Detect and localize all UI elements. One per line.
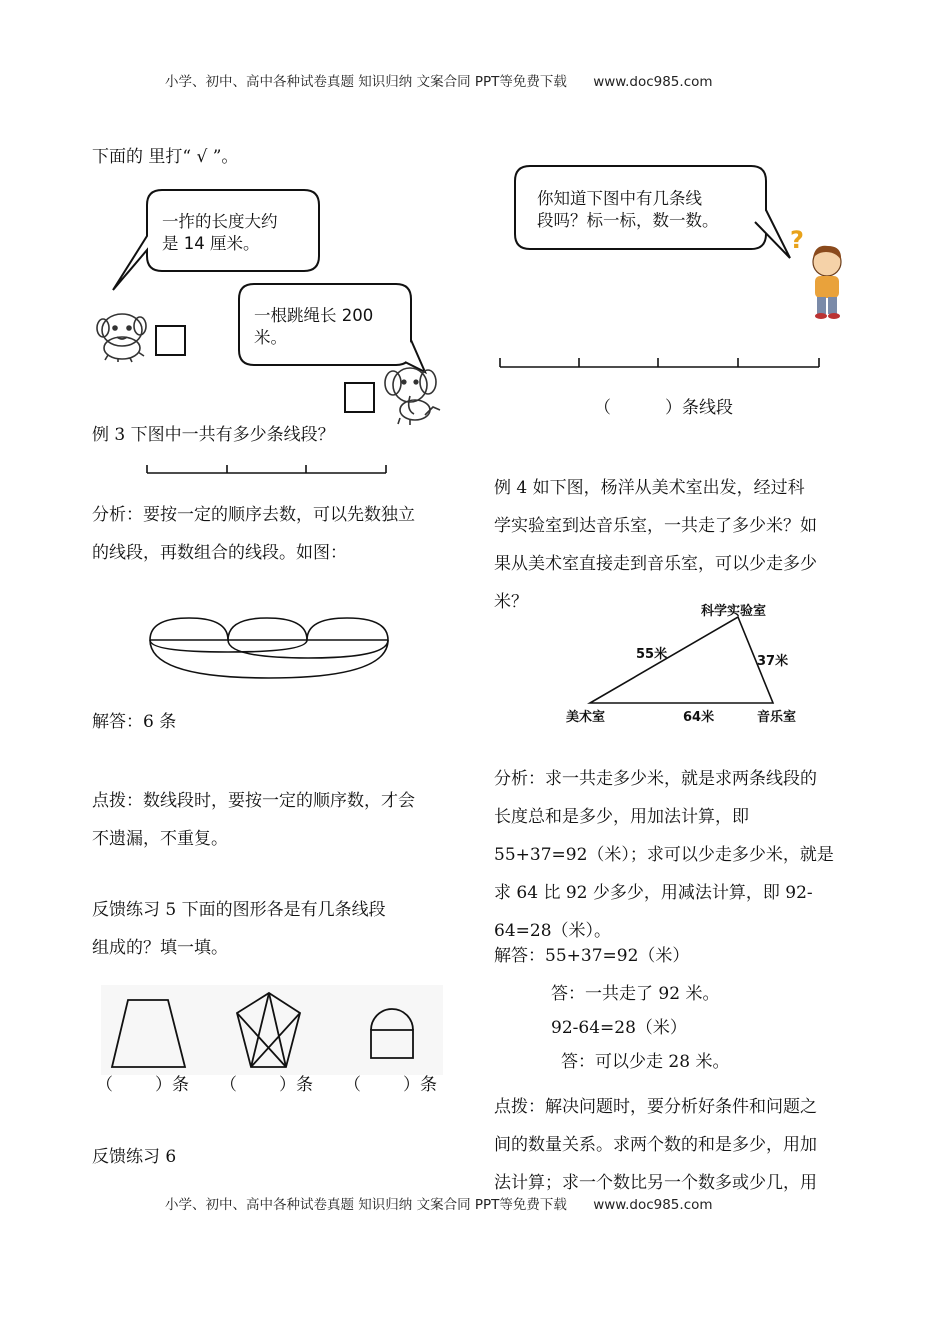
bubble1-line-2: 是 14 厘米。 xyxy=(162,234,260,253)
paren-open: （ xyxy=(96,1075,113,1095)
tip-line-1: 点拨：数线段时，要按一定的顺序数，才会 xyxy=(92,791,415,811)
right-bubble-line-2: 段吗？标一标，数一数。 xyxy=(537,211,719,230)
example4-tip xyxy=(494,1088,817,1202)
r-tip-line-2: 间的数量关系。求两个数的和是多少，用加 xyxy=(494,1135,817,1155)
bubble2-line-1: 一根跳绳长 200 xyxy=(254,306,374,325)
label-side-37: 37米 xyxy=(757,654,789,669)
unit-label: 条 xyxy=(420,1075,437,1095)
r-analysis-line-4: 求 64 比 92 少多少，用减法计算，即 92- xyxy=(494,883,813,903)
label-art-room: 美术室 xyxy=(566,710,606,725)
exercise5-line-2: 组成的？填一填。 xyxy=(92,938,228,958)
label-music-room: 音乐室 xyxy=(757,710,797,725)
tip-line-2: 不遗漏，不重复。 xyxy=(92,829,228,849)
label-side-64: 64米 xyxy=(683,710,715,725)
r-tip-line-3: 法计算；求一个数比另一个数多或少几，用 xyxy=(494,1173,817,1193)
example3-answer: 解答：6 条 xyxy=(92,712,177,732)
example3-title: 例 3 下图中一共有多少条线段？ xyxy=(92,425,335,445)
r-analysis-line-3: 55+37=92（米）；求可以少走多少米，就是 xyxy=(494,845,834,865)
paren-open: （ xyxy=(344,1075,361,1095)
r-answer-line-3: 92-64=28（米） xyxy=(551,1018,687,1038)
bubble1-line-1: 一拃的长度大约 xyxy=(162,212,278,231)
paren-close: ） xyxy=(279,1075,296,1095)
unit-label: 条 xyxy=(296,1075,313,1095)
r-answer-line-4: 答：可以少走 28 米。 xyxy=(561,1052,730,1072)
example4-line-4: 米？ xyxy=(494,592,528,612)
example4-line-1: 例 4 如下图，杨洋从美术室出发，经过科 xyxy=(494,478,805,498)
question-mark-icon: ? xyxy=(790,226,804,254)
unit-label: 条 xyxy=(172,1075,189,1095)
r-tip-line-1: 点拨：解决问题时，要分析好条件和问题之 xyxy=(494,1097,817,1117)
header-text: 小学、初中、高中各种试卷真题 知识归纳 文案合同 PPT等免费下载 xyxy=(165,74,567,90)
exercise5-line-1: 反馈练习 5 下面的图形各是有几条线段 xyxy=(92,900,386,920)
footer-url[interactable]: www.doc985.com xyxy=(593,1197,713,1213)
paren-close: ） xyxy=(403,1075,420,1095)
r-answer-line-2: 答：一共走了 92 米。 xyxy=(551,984,720,1004)
label-side-55: 55米 xyxy=(636,647,668,662)
example4-line-3: 果从美术室直接走到音乐室，可以少走多少 xyxy=(494,554,817,574)
intro-text: 下面的 里打“ √ ”。 xyxy=(92,147,239,167)
footer-text: 小学、初中、高中各种试卷真题 知识归纳 文案合同 PPT等免费下载 xyxy=(165,1197,567,1213)
triangle-path xyxy=(590,617,773,703)
example4-line-2: 学实验室到达音乐室，一共走了多少米？如 xyxy=(494,516,817,536)
example4-analysis xyxy=(494,760,834,950)
right-bubble-line-1: 你知道下图中有几条线 xyxy=(537,189,702,208)
r-analysis-line-1: 分析：求一共走多少米，就是求两条线段的 xyxy=(494,769,817,789)
analysis-line-2: 的线段，再数组合的线段。如图： xyxy=(92,543,347,563)
paren-open: （ xyxy=(220,1075,237,1095)
label-science-lab: 科学实验室 xyxy=(701,604,767,619)
r-analysis-line-5: 64=28（米）。 xyxy=(494,921,612,941)
r-analysis-line-2: 长度总和是多少，用加法计算，即 xyxy=(494,807,749,827)
bubble2-line-2: 米。 xyxy=(254,328,287,347)
r-answer-line-1: 解答：55+37=92（米） xyxy=(494,946,690,966)
exercise6-title: 反馈练习 6 xyxy=(92,1147,177,1167)
analysis-line-1: 分析：要按一定的顺序去数，可以先数独立 xyxy=(92,505,415,525)
header-url[interactable]: www.doc985.com xyxy=(593,74,713,90)
segment-count-blank[interactable]: （ ）条线段 xyxy=(594,398,734,418)
paren-close: ） xyxy=(155,1075,172,1095)
